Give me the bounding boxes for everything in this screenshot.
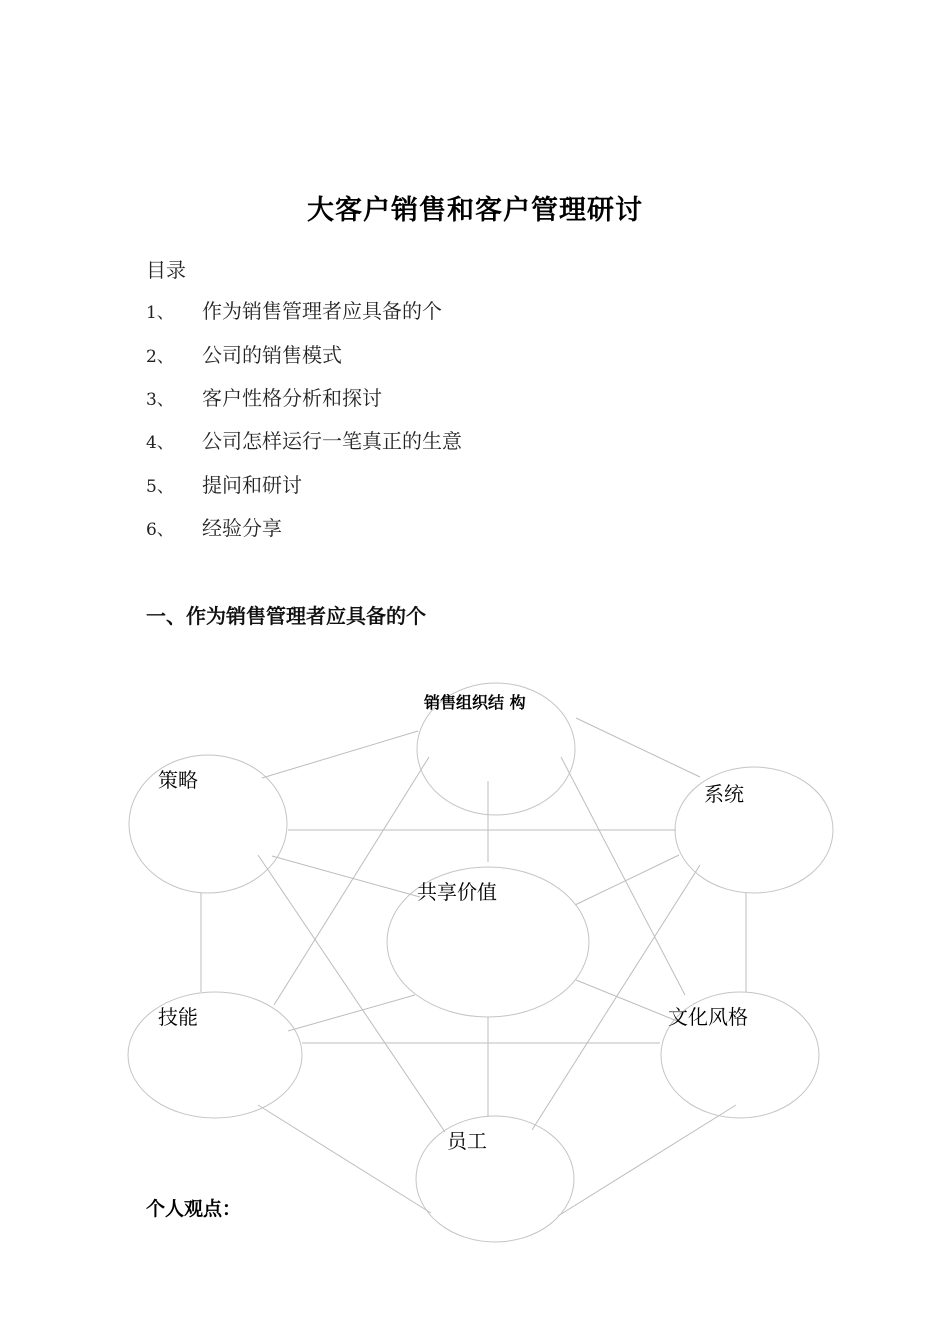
toc-item-number: 3、 [146,390,174,410]
connector-line [288,995,415,1031]
staff-node-label: 员工 [447,1129,487,1153]
toc-heading: 目录 [146,258,186,282]
toc-item-number: 4、 [146,433,174,453]
personal-view-label: 个人观点： [146,1198,242,1220]
structure-node-label: 销售组织结 构 [424,693,526,712]
connector-line [561,757,685,995]
skills-node-ellipse [128,992,302,1118]
system-node-label: 系统 [704,782,744,806]
toc-item-text: 提问和研讨 [202,473,302,497]
connector-line [576,718,700,777]
strategy-node-label: 策略 [158,768,198,792]
staff-node-ellipse [416,1116,574,1242]
connector-line [262,731,418,778]
skills-node-label: 技能 [158,1005,198,1029]
toc-item-text: 公司的销售模式 [202,343,342,367]
toc-item-text: 经验分享 [202,516,282,540]
toc-item-text: 公司怎样运行一笔真正的生意 [202,429,462,453]
connector-line [274,757,429,1005]
system-node-ellipse [675,767,833,893]
culture-node-label: 文化风格 [668,1005,748,1029]
shared-value-node-label: 共享价值 [417,880,497,904]
node-ellipses [128,683,833,1242]
toc-item-text: 客户性格分析和探讨 [202,386,382,410]
toc-item-number: 5、 [146,477,174,497]
strategy-node-ellipse [129,755,287,893]
toc-item-number: 6、 [146,520,174,540]
connector-line [576,980,682,1023]
toc-item-number: 1、 [146,303,174,323]
section-heading: 一、作为销售管理者应具备的个 [146,604,426,628]
connector-line [258,1105,431,1213]
toc-item-number: 2、 [146,347,174,367]
toc-item-text: 作为销售管理者应具备的个 [202,299,442,323]
connector-line [272,856,420,897]
document-title: 大客户销售和客户管理研讨 [307,195,643,226]
connector-line [558,1105,736,1216]
connector-line [575,855,679,905]
